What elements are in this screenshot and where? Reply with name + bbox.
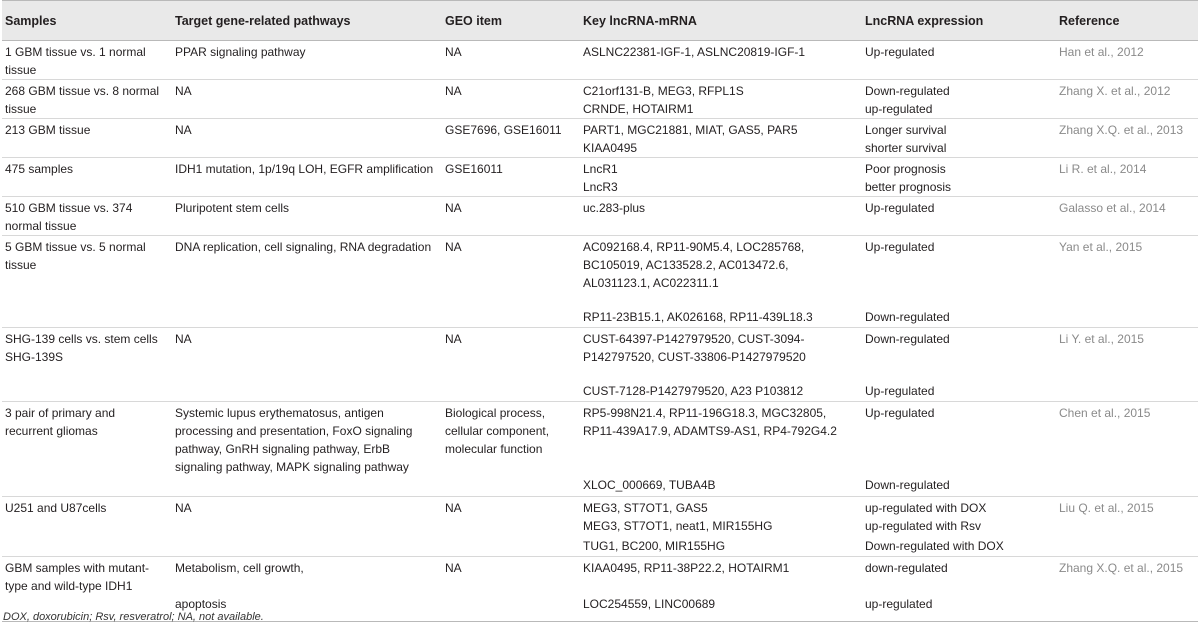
cell-key-lncrna: KIAA0495, RP11-38P22.2, HOTAIRM1 (580, 557, 862, 596)
header-expression: LncRNA expression (862, 1, 1056, 41)
cell-samples (2, 537, 172, 557)
cell-key-lncrna: RP11-23B15.1, AK026168, RP11-439L18.3 (583, 309, 813, 324)
cell-geo-item (442, 476, 580, 496)
cell-expression: Longer survival shorter survival (862, 119, 1056, 158)
cell-pathways: DNA replication, cell signaling, RNA degradation (172, 236, 442, 308)
cell-key-lncrna: RP5-998N21.4, RP11-196G18.3, MGC32805, RP11-439A17.9, ADAMTS9-AS1, RP4-792G4.2 (580, 402, 862, 477)
cell-samples: GBM samples with mutant-type and wild-type IDH1 (2, 557, 172, 596)
cell-key-lncrna: ASLNC22381-IGF-1, ASLNC20819-IGF-1 (580, 41, 862, 80)
cell-geo-item: NA (442, 328, 580, 382)
cell-expression: up-regulated with DOX (862, 496, 1056, 517)
table-row (2, 517, 1198, 537)
header-pathways: Target gene-related pathways (172, 1, 442, 41)
cell-reference: Han et al., 2012 (1056, 41, 1198, 80)
cell-geo-item: NA (442, 197, 580, 236)
cell-key-lncrna: CUST-7128-P1427979520, A23 P103812 (583, 383, 804, 398)
header-samples: Samples (2, 1, 172, 41)
cell-expression: Up-regulated (862, 236, 1056, 308)
cell-samples: 5 GBM tissue vs. 5 normal tissue (2, 236, 172, 308)
cell-key-lncrna: PART1, MGC21881, MIAT, GAS5, PAR5 KIAA0495 (580, 119, 862, 158)
cell-pathways (172, 517, 442, 537)
table-row (2, 537, 1198, 557)
cell-pathways: NA (172, 496, 442, 517)
cell-pathways: IDH1 mutation, 1p/19q LOH, EGFR amplification (172, 158, 442, 197)
cell-pathways: Metabolism, cell growth, (172, 557, 442, 596)
cell-pathways: Systemic lupus erythematosus, antigen processing and presentation, FoxO signaling pathway, GnRH signaling pathway, ErbB signaling pathway, MAPK signaling pathway (172, 402, 442, 477)
cell-pathways: NA (172, 328, 442, 382)
cell-geo-item: Biological process, cellular component, molecular function (442, 402, 580, 477)
table-row (2, 197, 1198, 236)
header-reference: Reference (1056, 1, 1198, 41)
cell-reference: Zhang X. et al., 2012 (1056, 80, 1198, 119)
cell-key-lncrna: AC092168.4, RP11-90M5.4, LOC285768, BC105019, AC133528.2, AC013472.6, AL031123.1, AC022311.1 (580, 236, 862, 308)
table-row (2, 382, 1198, 402)
cell-pathways (172, 382, 442, 402)
cell-geo-item: NA (442, 496, 580, 517)
cell-samples: 510 GBM tissue vs. 374 normal tissue (2, 197, 172, 236)
cell-samples: 213 GBM tissue (2, 119, 172, 158)
cell-geo-item: GSE16011 (442, 158, 580, 197)
cell-geo-item: GSE7696, GSE16011 (442, 119, 580, 158)
cell-reference: Liu Q. et al., 2015 (1056, 496, 1198, 517)
table-row (2, 402, 1198, 477)
cell-reference (1056, 537, 1198, 557)
cell-samples: 268 GBM tissue vs. 8 normal tissue (2, 80, 172, 119)
table-header-row (2, 1, 1198, 41)
cell-geo-item (442, 517, 580, 537)
cell-samples (2, 308, 172, 328)
table-row (2, 328, 1198, 382)
cell-reference: Galasso et al., 2014 (1056, 197, 1198, 236)
cell-reference (1056, 476, 1198, 496)
cell-key-lncrna: CUST-64397-P1427979520, CUST-3094-P142797520, CUST-33806-P1427979520 (580, 328, 862, 382)
cell-reference (1056, 517, 1198, 537)
table-row (2, 476, 1198, 496)
table-row (2, 496, 1198, 517)
cell-expression: Down-regulated (865, 478, 950, 492)
cell-key-lncrna: TUG1, BC200, MIR155HG (583, 538, 726, 553)
cell-geo-item: NA (442, 80, 580, 119)
cell-reference: Yan et al., 2015 (1056, 236, 1198, 308)
cell-expression: Up-regulated (865, 383, 935, 398)
cell-geo-item (442, 382, 580, 402)
cell-geo-item: NA (442, 236, 580, 308)
cell-expression: Down-regulated up-regulated (862, 80, 1056, 119)
cell-pathways: NA (172, 119, 442, 158)
cell-samples: SHG-139 cells vs. stem cells SHG-139S (2, 328, 172, 382)
cell-expression: up-regulated with Rsv (865, 518, 982, 533)
cell-reference: Li R. et al., 2014 (1056, 158, 1198, 197)
cell-reference: Chen et al., 2015 (1056, 402, 1198, 477)
cell-samples (2, 517, 172, 537)
cell-expression: Poor prognosis better prognosis (862, 158, 1056, 197)
table-row (2, 80, 1198, 119)
table-row (2, 308, 1198, 328)
table-row (2, 236, 1198, 308)
cell-key-lncrna: C21orf131-B, MEG3, RFPL1S CRNDE, HOTAIRM1 (580, 80, 862, 119)
cell-reference (1056, 382, 1198, 402)
table-row (2, 41, 1198, 80)
cell-key-lncrna: MEG3, ST7OT1, neat1, MIR155HG (583, 518, 773, 533)
cell-reference: Zhang X.Q. et al., 2015 (1056, 557, 1198, 596)
cell-expression: Down-regulated with DOX (865, 538, 1004, 553)
cell-pathways: NA (172, 80, 442, 119)
table-row (2, 158, 1198, 197)
cell-geo-item (442, 595, 580, 621)
cell-reference: Li Y. et al., 2015 (1056, 328, 1198, 382)
cell-geo-item: NA (442, 557, 580, 596)
cell-pathways (172, 308, 442, 328)
cell-expression: Down-regulated (862, 328, 1056, 382)
cell-pathways (172, 537, 442, 557)
cell-samples: U251 and U87cells (2, 496, 172, 517)
table-row (2, 119, 1198, 158)
cell-pathways: apoptosis (175, 597, 227, 611)
cell-reference (1056, 595, 1198, 621)
cell-geo-item (442, 308, 580, 328)
cell-expression: Up-regulated (862, 402, 1056, 477)
cell-reference (1056, 308, 1198, 328)
table-row (2, 557, 1198, 596)
cell-pathways (172, 476, 442, 496)
cell-expression: Up-regulated (862, 197, 1056, 236)
cell-samples (2, 476, 172, 496)
cell-pathways: PPAR signaling pathway (172, 41, 442, 80)
cell-key-lncrna: MEG3, ST7OT1, GAS5 (580, 496, 862, 517)
cell-key-lncrna: uc.283-plus (580, 197, 862, 236)
table-footnote: DOX, doxorubicin; Rsv, resveratrol; NA, not available. (3, 611, 264, 623)
cell-expression: up-regulated (865, 597, 933, 611)
cell-samples: 475 samples (2, 158, 172, 197)
header-key-lncrna: Key lncRNA-mRNA (580, 1, 862, 41)
cell-pathways: Pluripotent stem cells (172, 197, 442, 236)
cell-expression: Up-regulated (862, 41, 1056, 80)
cell-samples: 3 pair of primary and recurrent gliomas (2, 402, 172, 477)
cell-reference: Zhang X.Q. et al., 2013 (1056, 119, 1198, 158)
cell-samples (2, 382, 172, 402)
cell-samples: 1 GBM tissue vs. 1 normal tissue (2, 41, 172, 80)
cell-key-lncrna: LncR1 LncR3 (580, 158, 862, 197)
header-geo-item: GEO item (442, 1, 580, 41)
cell-key-lncrna: LOC254559, LINC00689 (583, 597, 716, 611)
cell-geo-item (442, 537, 580, 557)
cell-key-lncrna: XLOC_000669, TUBA4B (583, 478, 716, 492)
cell-expression: Down-regulated (865, 309, 950, 324)
cell-geo-item: NA (442, 41, 580, 80)
lncrna-table (2, 0, 1198, 622)
cell-expression: down-regulated (862, 557, 1056, 596)
